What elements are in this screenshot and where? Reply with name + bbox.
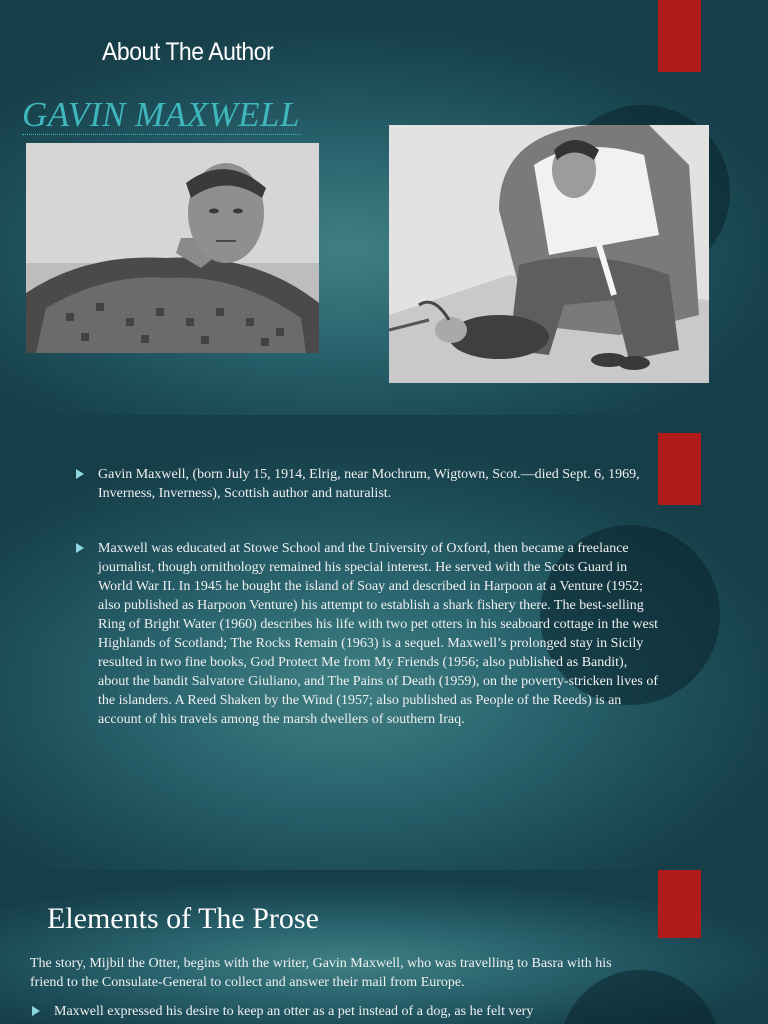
slide-about-author xyxy=(0,0,768,415)
bullet-text: Maxwell was educated at Stowe School and the University of Oxford, then became a freelance journalist, though ornithology remained his special interest. He served with the Scots Guard in World War II. In 1945 he bought the island of Soay and described in Harpoon at a Venture (1952; also published as Harpoon Venture) his attempt to establish a shark fishery there. The best-selling Ring of Bright Water (1960) describes his life with two pet otters in his seaboard cottage in the west Highlands of Scotland; The Rocks Remain (1963) is a sequel. Maxwell’s prolonged stay in Sicily resulted in two fine books, God Protect Me from My Friends (1956; also published as Bandit), about the bandit Salvatore Giuliano, and The Pains of Death (1959), on the poverty-stricken lives of the islanders. A Reed Shaken by the Wind (1957; also published as People of the Reeds) is an account of his travels among the marsh dwellers of southern Iraq. xyxy=(98,541,659,727)
story-paragraph: The story, Mijbil the Otter, begins with the writer, Gavin Maxwell, who was travelling to Basra with his friend to the Consulate-General to collect and answer their mail from Europe. xyxy=(30,956,612,990)
triangle-bullet-icon xyxy=(76,469,84,479)
triangle-bullet-icon xyxy=(32,1006,40,1016)
bullet-text: Gavin Maxwell, (born July 15, 1914, Elrig, near Mochrum, Wigtown, Scot.—died Sept. 6, 1969, Inverness, Inverness), Scottish author and naturalist. xyxy=(98,467,640,501)
bullet-item xyxy=(76,465,661,503)
header-title: About The Author xyxy=(102,38,274,66)
red-tab xyxy=(658,0,701,72)
triangle-bullet-icon xyxy=(76,543,84,553)
bullet-text: Maxwell expressed his desire to keep an otter as a pet instead of a dog, as he felt very xyxy=(54,1004,534,1019)
bullet-item xyxy=(76,539,661,729)
prose-bullets xyxy=(32,1002,632,1021)
slide-elements-prose xyxy=(0,870,768,1024)
red-tab xyxy=(658,870,701,938)
slide-biography xyxy=(0,415,768,870)
bullet-item xyxy=(32,1002,632,1021)
author-name: GAVIN MAXWELL xyxy=(22,95,300,134)
section-title: Elements of The Prose xyxy=(47,902,319,935)
portrait-photo xyxy=(26,143,319,353)
red-tab xyxy=(658,433,701,505)
otter-photo xyxy=(389,125,709,383)
biography-bullets xyxy=(76,465,661,729)
